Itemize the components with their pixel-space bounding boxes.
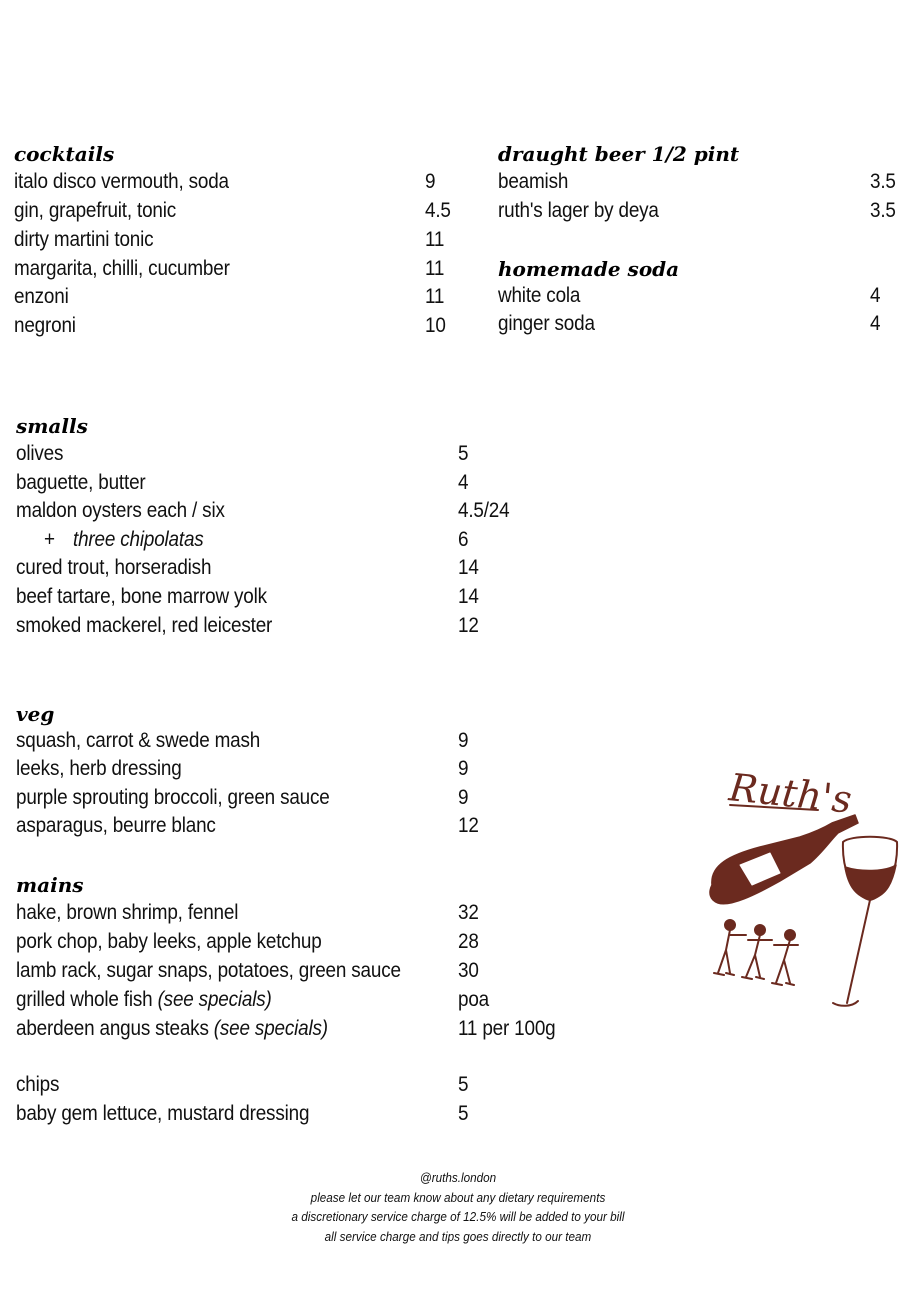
veg-heading: veg [16,702,55,726]
item-price: 3.5 [870,199,896,222]
menu-item [16,786,576,814]
item-price: 14 [458,585,479,608]
item-price: 11 [425,257,445,280]
item-price: 4 [458,471,469,494]
menu-item [14,257,464,285]
item-name: squash, carrot & swede mash [16,729,261,752]
item-price: 30 [458,959,479,982]
cocktails-heading: cocktails [14,142,115,166]
item-price: 9 [458,786,469,809]
item-name: pork chop, baby leeks, apple ketchup [16,930,322,953]
smalls-heading: smalls [16,414,88,438]
ruths-logo-illustration [700,745,905,1015]
item-name: negroni [14,314,76,337]
menu-item [16,1073,576,1101]
menu-item [16,1017,596,1045]
item-name: olives [16,442,64,465]
item-name: leeks, herb dressing [16,757,182,780]
item-name: white cola [498,284,581,307]
item-name: margarita, chilli, cucumber [14,257,230,280]
item-price: 11 [425,228,445,251]
item-name: cured trout, horseradish [16,556,212,579]
item-name: ginger soda [498,312,595,335]
mains-heading: mains [16,873,84,897]
soda-heading: homemade soda [498,257,680,281]
item-name: beef tartare, bone marrow yolk [16,585,267,608]
item-price: 5 [458,1102,469,1125]
menu-item [14,285,464,313]
menu-item [16,614,576,642]
item-price: 10 [425,314,446,337]
ruths-logo [700,745,905,1020]
item-price: 5 [458,1073,469,1096]
item-price: 4.5/24 [458,499,510,522]
item-name: maldon oysters each / six [16,499,225,522]
item-name: beamish [498,170,569,193]
menu-item [498,170,898,198]
menu-item [14,199,464,227]
menu-item [14,228,464,256]
item-price: poa [458,988,490,1011]
menu-item [16,471,576,499]
menu-item [16,729,576,757]
item-note: (see specials) [213,1017,328,1040]
footer [0,1168,916,1246]
menu-item [498,312,898,340]
menu-item [16,814,576,842]
item-name: smoked mackerel, red leicester [16,614,273,637]
instagram-handle[interactable]: @ruths.london [419,1170,497,1185]
menu-item [16,499,576,527]
logo-text: Ruth's [727,765,854,822]
item-price: 28 [458,930,479,953]
menu-item [498,284,898,312]
item-price: 5 [458,442,469,465]
item-note: (see specials) [157,988,272,1011]
item-name: lamb rack, sugar snaps, potatoes, green sauce [16,959,401,982]
service-charge-note: a discretionary service charge of 12.5% will be added to your bill [291,1209,625,1224]
item-name: hake, brown shrimp, fennel [16,901,239,924]
item-price: 32 [458,901,479,924]
item-price: 3.5 [870,170,896,193]
item-name: purple sprouting broccoli, green sauce [16,786,330,809]
item-price: 9 [458,729,469,752]
item-price: 4 [870,312,881,335]
tips-note: all service charge and tips goes directly to our team [324,1228,592,1244]
menu-item [16,442,576,470]
item-price: 12 [458,814,479,837]
menu-item [16,988,596,1016]
item-name: asparagus, beurre blanc [16,814,216,837]
item-price: 11 [425,285,445,308]
item-name: ruth's lager by deya [498,199,659,222]
dietary-note: please let our team know about any dietary requirements [310,1189,606,1205]
addon-prefix: + [44,528,55,551]
item-name: gin, grapefruit, tonic [14,199,177,222]
item-price: 9 [458,757,469,780]
item-name: italo disco vermouth, soda [14,170,229,193]
menu-item [16,901,596,929]
menu-item [16,1102,576,1130]
item-name-text: aberdeen angus steaks [16,1017,209,1040]
menu-item [14,170,464,198]
menu-item [14,314,464,342]
draught-heading: draught beer 1/2 pint [498,142,740,166]
menu-item-addon [16,528,576,556]
item-price: 12 [458,614,479,637]
item-price: 4 [870,284,881,307]
item-name [16,988,272,1012]
item-price: 6 [458,528,469,551]
menu-item [16,556,576,584]
menu-item [16,959,596,987]
item-price: 14 [458,556,479,579]
menu-item [16,930,596,958]
item-name [16,1017,328,1041]
item-name: dirty martini tonic [14,228,154,251]
item-name: three chipolatas [73,528,204,551]
item-name: baguette, butter [16,471,146,494]
menu-item [16,757,576,785]
item-name: enzoni [14,285,69,308]
item-price: 4.5 [425,199,451,222]
menu-item [16,585,576,613]
item-name: baby gem lettuce, mustard dressing [16,1102,310,1125]
item-price: 11 per 100g [458,1017,556,1040]
menu-item [498,199,898,227]
item-name-text: grilled whole fish [16,988,153,1011]
item-name: chips [16,1073,60,1096]
item-price: 9 [425,170,436,193]
